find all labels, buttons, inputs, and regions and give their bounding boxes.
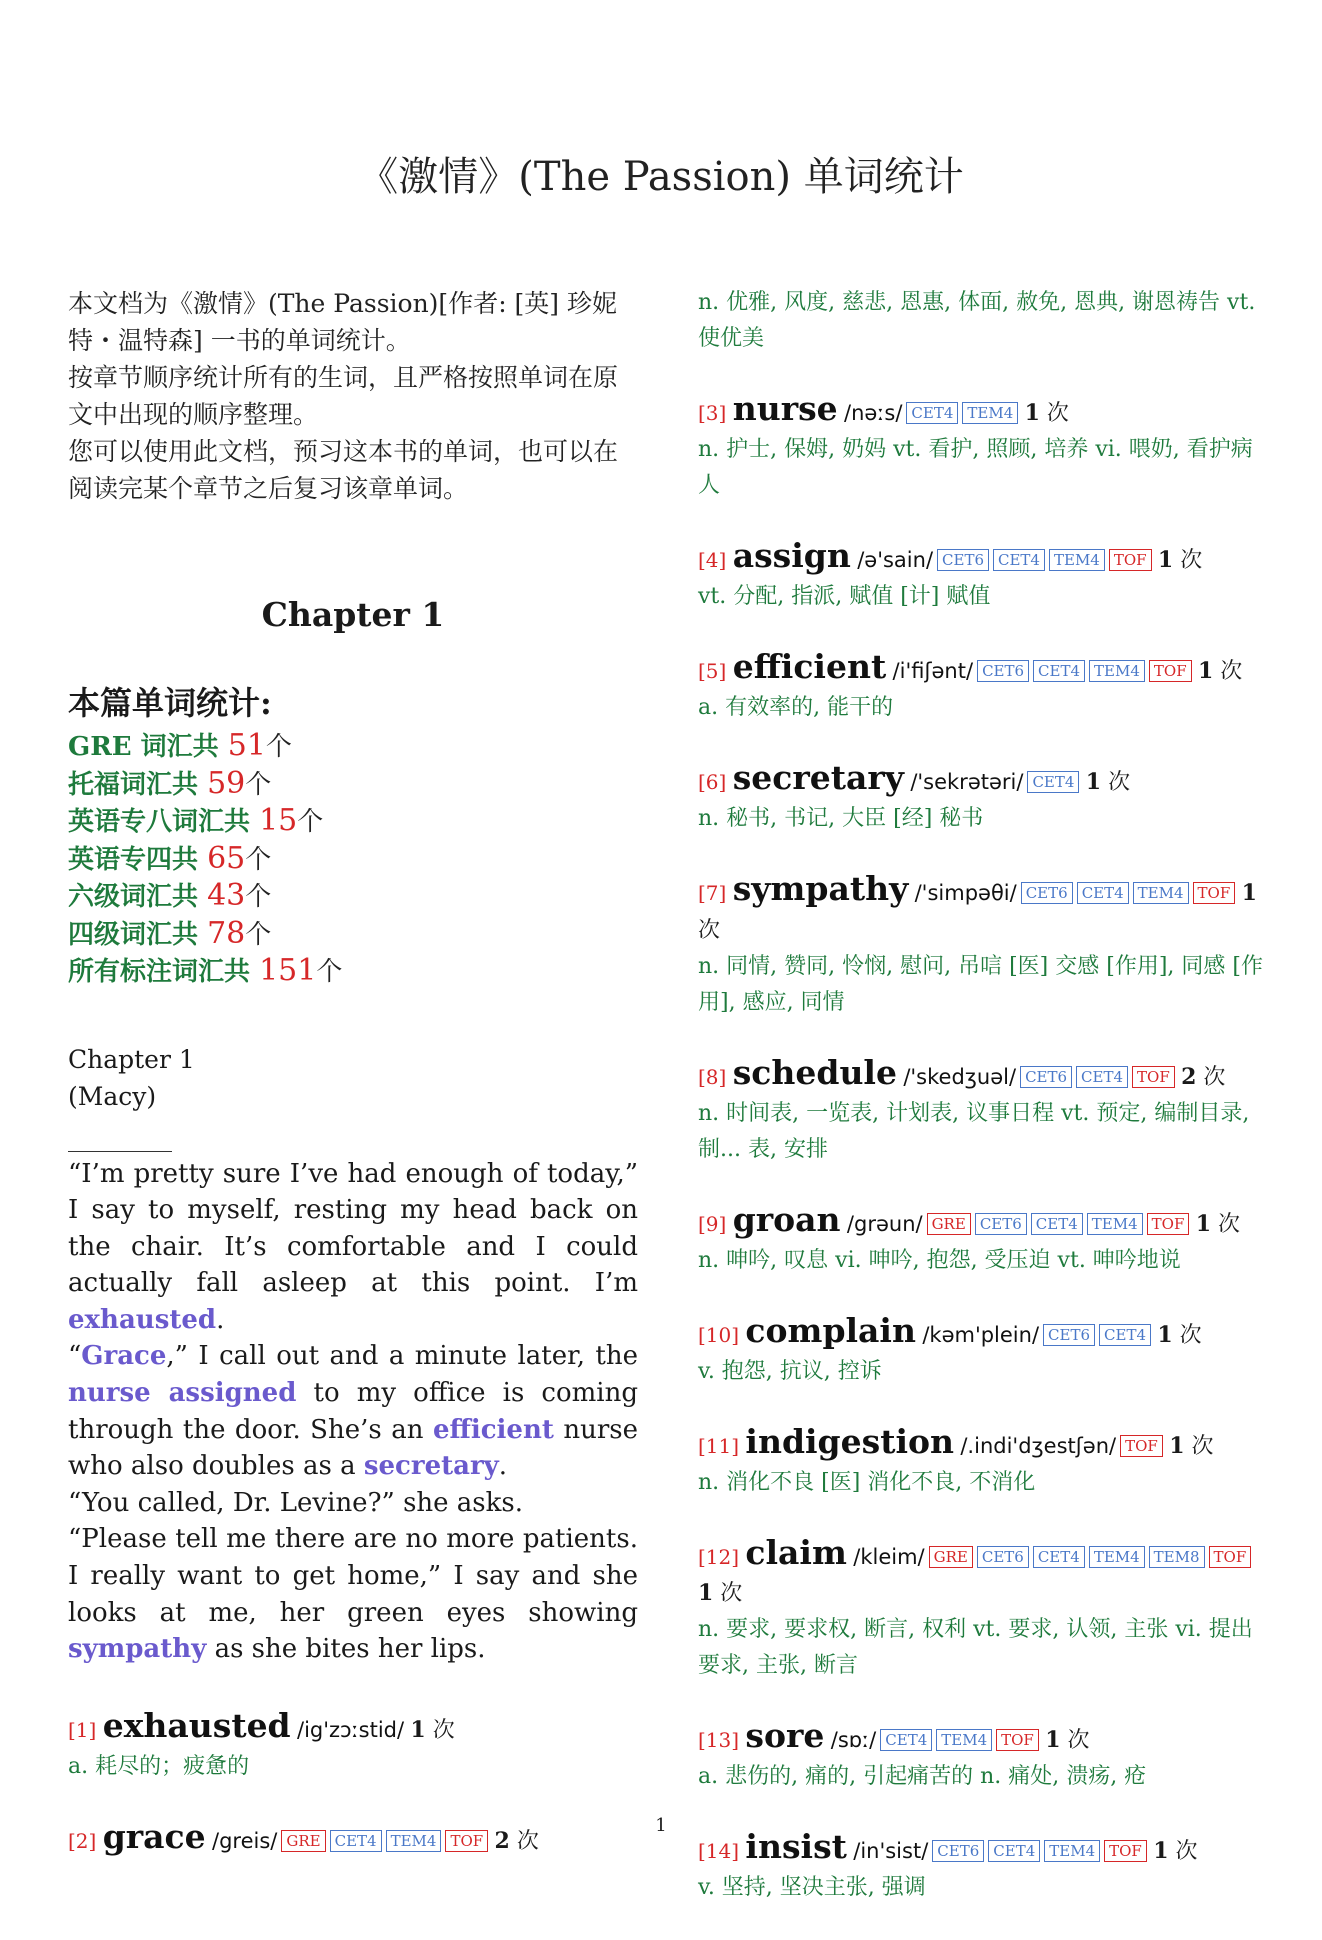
entry-count: 1 [1153, 1838, 1169, 1864]
story-paragraph [68, 1156, 638, 1339]
level-tag: TEM4 [1089, 660, 1145, 682]
entry-index: [1] [68, 1717, 97, 1742]
level-tag: CET6 [1020, 1066, 1072, 1088]
vocab-list-left [68, 1705, 638, 1860]
level-tag: TEM8 [1149, 1546, 1205, 1568]
entry-count: 1 [698, 1580, 714, 1606]
entry-count-suffix: 次 [1168, 1839, 1198, 1864]
entry-definition: vt. 分配, 指派, 赋值 [计] 赋值 [698, 584, 991, 609]
highlighted-word: nurse assigned [68, 1378, 297, 1409]
entry-definition: a. 悲伤的, 痛的, 引起痛苦的 n. 痛处, 溃疡, 疮 [698, 1764, 1147, 1789]
entry-count-suffix: 次 [1101, 770, 1131, 795]
level-tag: CET4 [1033, 660, 1085, 682]
level-tag: CET6 [977, 660, 1029, 682]
stat-unit: 个 [297, 807, 324, 837]
entry-count-suffix: 次 [425, 1717, 455, 1743]
story-text: ,” I call out and a minute later, the [166, 1341, 638, 1372]
entry-header [698, 1202, 1268, 1243]
level-tag: TOF [1109, 549, 1152, 571]
level-tag: CET4 [993, 549, 1045, 571]
story-text: . [216, 1304, 225, 1335]
vocab-entry [698, 538, 1268, 615]
page-number: 1 [655, 1815, 667, 1836]
entry-phonetic: /'simpəθi/ [914, 881, 1017, 905]
vocab-entry [698, 1313, 1268, 1390]
entry-definition: a. 有效率的, 能干的 [698, 695, 894, 720]
entry-index: [4] [698, 548, 727, 572]
entry-definition: a. 耗尽的；疲惫的 [68, 1753, 250, 1779]
level-tag: CET4 [1076, 1066, 1128, 1088]
vocab-entry [698, 760, 1268, 837]
story-text: nurse who also doubles as a [68, 1414, 638, 1482]
story-paragraph: “You called, Dr. Levine?” she asks. [68, 1487, 524, 1518]
entry-index: [7] [698, 881, 727, 905]
stat-count: 51 [227, 728, 266, 763]
stat-unit: 个 [245, 919, 272, 950]
entry-word: assign [732, 536, 851, 575]
entry-word: claim [745, 1533, 847, 1572]
entry-word: complain [745, 1311, 916, 1350]
vocab-entry [68, 1705, 638, 1785]
entry-count-suffix: 次 [509, 1828, 539, 1854]
stat-label: 英语专八词汇共 [68, 807, 260, 837]
vocab-entry [698, 1055, 1268, 1168]
entry-count-suffix: 次 [698, 918, 721, 943]
stats-list [68, 728, 638, 991]
level-tag: TEM4 [1089, 1546, 1145, 1568]
entry-word: sore [745, 1716, 825, 1755]
entry-count: 1 [410, 1716, 426, 1743]
entry-index: [14] [698, 1839, 740, 1863]
vocab-list-right [698, 391, 1268, 1906]
entry-word: insist [745, 1827, 847, 1866]
vocab-entry [698, 1535, 1268, 1684]
vocab-entry [698, 1718, 1268, 1795]
story-text: “I’m pretty sure I’ve had enough of today,” I say to myself, resting my head back on the chair. It’s comfortable and I could actually fall asleep at this point. I’m [68, 1158, 638, 1299]
stat-row [68, 878, 638, 916]
level-tag: TEM4 [962, 402, 1018, 424]
level-tag: TOF [445, 1830, 488, 1852]
entry-phonetic: /nəːs/ [844, 401, 903, 425]
level-tag: CET6 [977, 1546, 1029, 1568]
level-tag: TOF [1209, 1546, 1252, 1568]
level-tag: GRE [281, 1830, 325, 1852]
story-text: as she bites her lips. [206, 1634, 486, 1665]
stat-count: 151 [259, 953, 317, 988]
level-tag: GRE [929, 1546, 973, 1568]
entry-word: schedule [732, 1053, 897, 1092]
entry-definition: n. 同情, 赞同, 怜悯, 慰问, 吊唁 [医] 交感 [作用], 同感 [作用], 感应, 同情 [698, 954, 1263, 1015]
level-tag: TEM4 [1087, 1213, 1143, 1235]
highlighted-word: secretary [363, 1451, 499, 1482]
separator-line [68, 1151, 172, 1152]
entry-definition: v. 抱怨, 抗议, 控诉 [698, 1359, 882, 1384]
entry-count-suffix: 次 [1196, 1065, 1226, 1090]
level-tag: TOF [1132, 1066, 1175, 1088]
entry-index: [10] [698, 1323, 740, 1347]
stat-count: 59 [207, 765, 246, 801]
entry-index: [13] [698, 1728, 740, 1752]
level-tag: CET6 [975, 1213, 1027, 1235]
entry-header [698, 1718, 1268, 1759]
entry-phonetic: /.indi'dʒestʃən/ [960, 1434, 1117, 1458]
entry-count-suffix: 次 [1173, 548, 1203, 573]
vocab-entry [698, 649, 1268, 726]
level-tag: CET6 [1043, 1324, 1095, 1346]
level-tag: CET4 [1031, 1213, 1083, 1235]
level-tag: CET4 [1099, 1324, 1151, 1346]
stat-label: 英语专四共 [68, 844, 208, 875]
stat-unit: 个 [245, 844, 272, 875]
entry-definition: n. 护士, 保姆, 奶妈 vt. 看护, 照顾, 培养 vi. 喂奶, 看护病人 [698, 437, 1253, 498]
intro-line: 您可以使用此文档，预习这本书的单词，也可以在阅读完某个章节之后复习该章单词。 [68, 437, 619, 503]
entry-definition: v. 坚持, 坚决主张, 强调 [698, 1875, 926, 1900]
stat-row [68, 916, 638, 954]
entry-phonetic: /kəm'plein/ [922, 1323, 1040, 1347]
entry-header [68, 1705, 638, 1749]
entry-index: [11] [698, 1434, 740, 1458]
level-tag: TOF [996, 1729, 1039, 1751]
entry-count-suffix: 次 [1039, 401, 1069, 426]
level-tag: CET4 [880, 1729, 932, 1751]
level-tag: CET4 [1027, 771, 1079, 793]
stat-label: 所有标注词汇共 [68, 957, 260, 987]
entry-count-suffix: 次 [1172, 1323, 1202, 1348]
vocab-entry [698, 1829, 1268, 1906]
stat-unit: 个 [265, 732, 292, 762]
stat-count: 78 [207, 915, 246, 951]
entry-count: 1 [1045, 1727, 1061, 1753]
entry-count-suffix: 次 [1211, 1212, 1241, 1237]
stat-row [68, 953, 638, 991]
entry-word: efficient [732, 647, 887, 686]
entry-header [698, 391, 1268, 432]
entry-header [698, 1535, 1268, 1612]
stat-unit: 个 [245, 882, 272, 912]
entry-word: exhausted [102, 1705, 291, 1745]
stat-label: GRE 词汇共 [68, 732, 228, 762]
highlighted-word: efficient [432, 1414, 554, 1445]
entry-word: indigestion [745, 1422, 954, 1461]
entry-phonetic: /'sekrətəri/ [910, 770, 1024, 794]
stat-label: 托福词汇共 [68, 769, 208, 800]
level-tag: TEM4 [1133, 882, 1189, 904]
entry-definition: n. 时间表, 一览表, 计划表, 议事日程 vt. 预定, 编制目录, 制... 表, 安排 [698, 1101, 1250, 1162]
story-text: . [498, 1451, 508, 1482]
chapter-narrator: (Macy) [68, 1081, 157, 1111]
entry-phonetic: /i'fiʃənt/ [892, 659, 974, 683]
entry-word: nurse [732, 389, 838, 428]
entry-definition-continued: n. 优雅, 风度, 慈悲, 恩惠, 体面, 赦免, 恩典, 谢恩祷告 vt. 使优美 [698, 290, 1256, 351]
stat-row [68, 766, 638, 804]
stat-count: 43 [207, 878, 246, 913]
entry-index: [6] [698, 770, 727, 794]
entry-index: [8] [698, 1065, 727, 1089]
stat-unit: 个 [316, 957, 343, 987]
entry-definition: n. 要求, 要求权, 断言, 权利 vt. 要求, 认领, 主张 vi. 提出要求, 主张, 断言 [698, 1617, 1253, 1678]
entry-phonetic: /in'sist/ [853, 1839, 929, 1863]
story-text: “Please tell me there are no more patients. I really want to get home,” I say and she looks at me, her green eyes showing [68, 1524, 638, 1628]
entry-header [698, 649, 1268, 690]
entry-count: 2 [1181, 1064, 1197, 1090]
entry-index: [12] [698, 1545, 740, 1569]
level-tag: CET4 [1077, 882, 1129, 904]
entry-phonetic: /ig'zɔːstid/ [297, 1717, 405, 1742]
entry-index: [3] [698, 401, 727, 425]
intro-line: 按章节顺序统计所有的生词，且严格按照单词在原文中出现的顺序整理。 [68, 363, 619, 429]
entry-count: 2 [494, 1827, 510, 1854]
level-tag: CET4 [1033, 1546, 1085, 1568]
level-tag: TOF [1120, 1435, 1163, 1457]
entry-header [698, 1313, 1268, 1354]
entry-header [698, 760, 1268, 801]
level-tag: TOF [1149, 660, 1192, 682]
level-tag: TOF [1193, 882, 1236, 904]
level-tag: GRE [927, 1213, 971, 1235]
intro-text [68, 285, 638, 507]
entry-count-suffix: 次 [713, 1581, 743, 1606]
story-paragraph [68, 1338, 638, 1484]
entry-word: secretary [732, 758, 904, 797]
stat-row [68, 728, 638, 766]
story-text: to my office is coming through the door. She’s an [68, 1378, 638, 1445]
entry-phonetic: /kleim/ [853, 1545, 925, 1569]
highlighted-word: sympathy [68, 1634, 207, 1665]
level-tag: TEM4 [386, 1830, 442, 1852]
vocab-entry [698, 1202, 1268, 1279]
story-paragraph [68, 1521, 638, 1667]
stat-count: 65 [207, 840, 246, 876]
stat-row [68, 841, 638, 879]
entry-count: 1 [1157, 1322, 1173, 1348]
entry-phonetic: /grəun/ [846, 1212, 923, 1236]
intro-line: 本文档为《激情》(The Passion)[作者: [英] 珍妮特・温特森] 一书的单词统计。 [68, 289, 618, 355]
chapter-title: Chapter 1 [68, 1044, 195, 1074]
highlighted-word: exhausted [68, 1304, 217, 1335]
story-text: “ [68, 1341, 82, 1372]
entry-header [698, 871, 1268, 949]
entry-definition: n. 秘书, 书记, 大臣 [经] 秘书 [698, 806, 984, 831]
stat-unit: 个 [245, 769, 272, 800]
chapter-heading: Chapter 1 [261, 595, 445, 634]
level-tag: CET6 [937, 549, 989, 571]
entry-count-suffix: 次 [1213, 659, 1243, 684]
level-tag: TOF [1147, 1213, 1190, 1235]
right-column [698, 285, 1268, 1940]
left-column [68, 285, 638, 1894]
entry-header [698, 1055, 1268, 1096]
level-tag: CET4 [906, 402, 958, 424]
document-title: 《激情》(The Passion) 单词统计 [358, 154, 964, 200]
entry-index: [2] [68, 1828, 97, 1853]
entry-index: [5] [698, 659, 727, 683]
level-tag: CET6 [1021, 882, 1073, 904]
entry-word: groan [732, 1200, 841, 1239]
stat-label: 四级词汇共 [68, 919, 208, 950]
entry-index: [9] [698, 1212, 727, 1236]
stats-heading: 本篇单词统计: [68, 684, 272, 722]
chapter-label [68, 1041, 638, 1115]
entry-phonetic: /greis/ [212, 1828, 278, 1853]
entry-word: grace [102, 1816, 206, 1856]
entry-definition: n. 呻吟, 叹息 vi. 呻吟, 抱怨, 受压迫 vt. 呻吟地说 [698, 1248, 1181, 1273]
entry-phonetic: /ə'sain/ [857, 548, 934, 572]
entry-phonetic: /'skedʒuəl/ [903, 1065, 1017, 1089]
entry-definition: n. 消化不良 [医] 消化不良, 不消化 [698, 1470, 1036, 1495]
vocab-entry [698, 871, 1268, 1021]
highlighted-word: Grace [81, 1341, 167, 1372]
entry-count-suffix: 次 [1060, 1728, 1090, 1753]
level-tag: TEM4 [1044, 1840, 1100, 1862]
level-tag: CET4 [330, 1830, 382, 1852]
entry-count: 1 [1085, 769, 1102, 795]
entry-header [698, 1424, 1268, 1465]
entry-count-suffix: 次 [1184, 1434, 1214, 1459]
entry-count: 1 [1197, 658, 1214, 684]
vocab-entry [698, 391, 1268, 504]
entry-count: 1 [1169, 1433, 1185, 1459]
level-tag: TOF [1104, 1840, 1147, 1862]
level-tag: TEM4 [1049, 549, 1105, 571]
entry-header [698, 538, 1268, 579]
vocab-entry [698, 1424, 1268, 1501]
stat-label: 六级词汇共 [68, 882, 208, 912]
entry-count: 1 [1024, 400, 1040, 426]
level-tag: CET4 [988, 1840, 1040, 1862]
entry-count: 1 [1195, 1211, 1212, 1237]
level-tag: CET6 [932, 1840, 984, 1862]
entry-count: 1 [1157, 547, 1174, 573]
entry-phonetic: /sɒː/ [830, 1728, 877, 1752]
stat-row [68, 803, 638, 841]
level-tag: TEM4 [936, 1729, 992, 1751]
entry-word: sympathy [732, 869, 909, 908]
entry-count: 1 [1241, 880, 1257, 906]
stat-count: 15 [259, 803, 298, 838]
